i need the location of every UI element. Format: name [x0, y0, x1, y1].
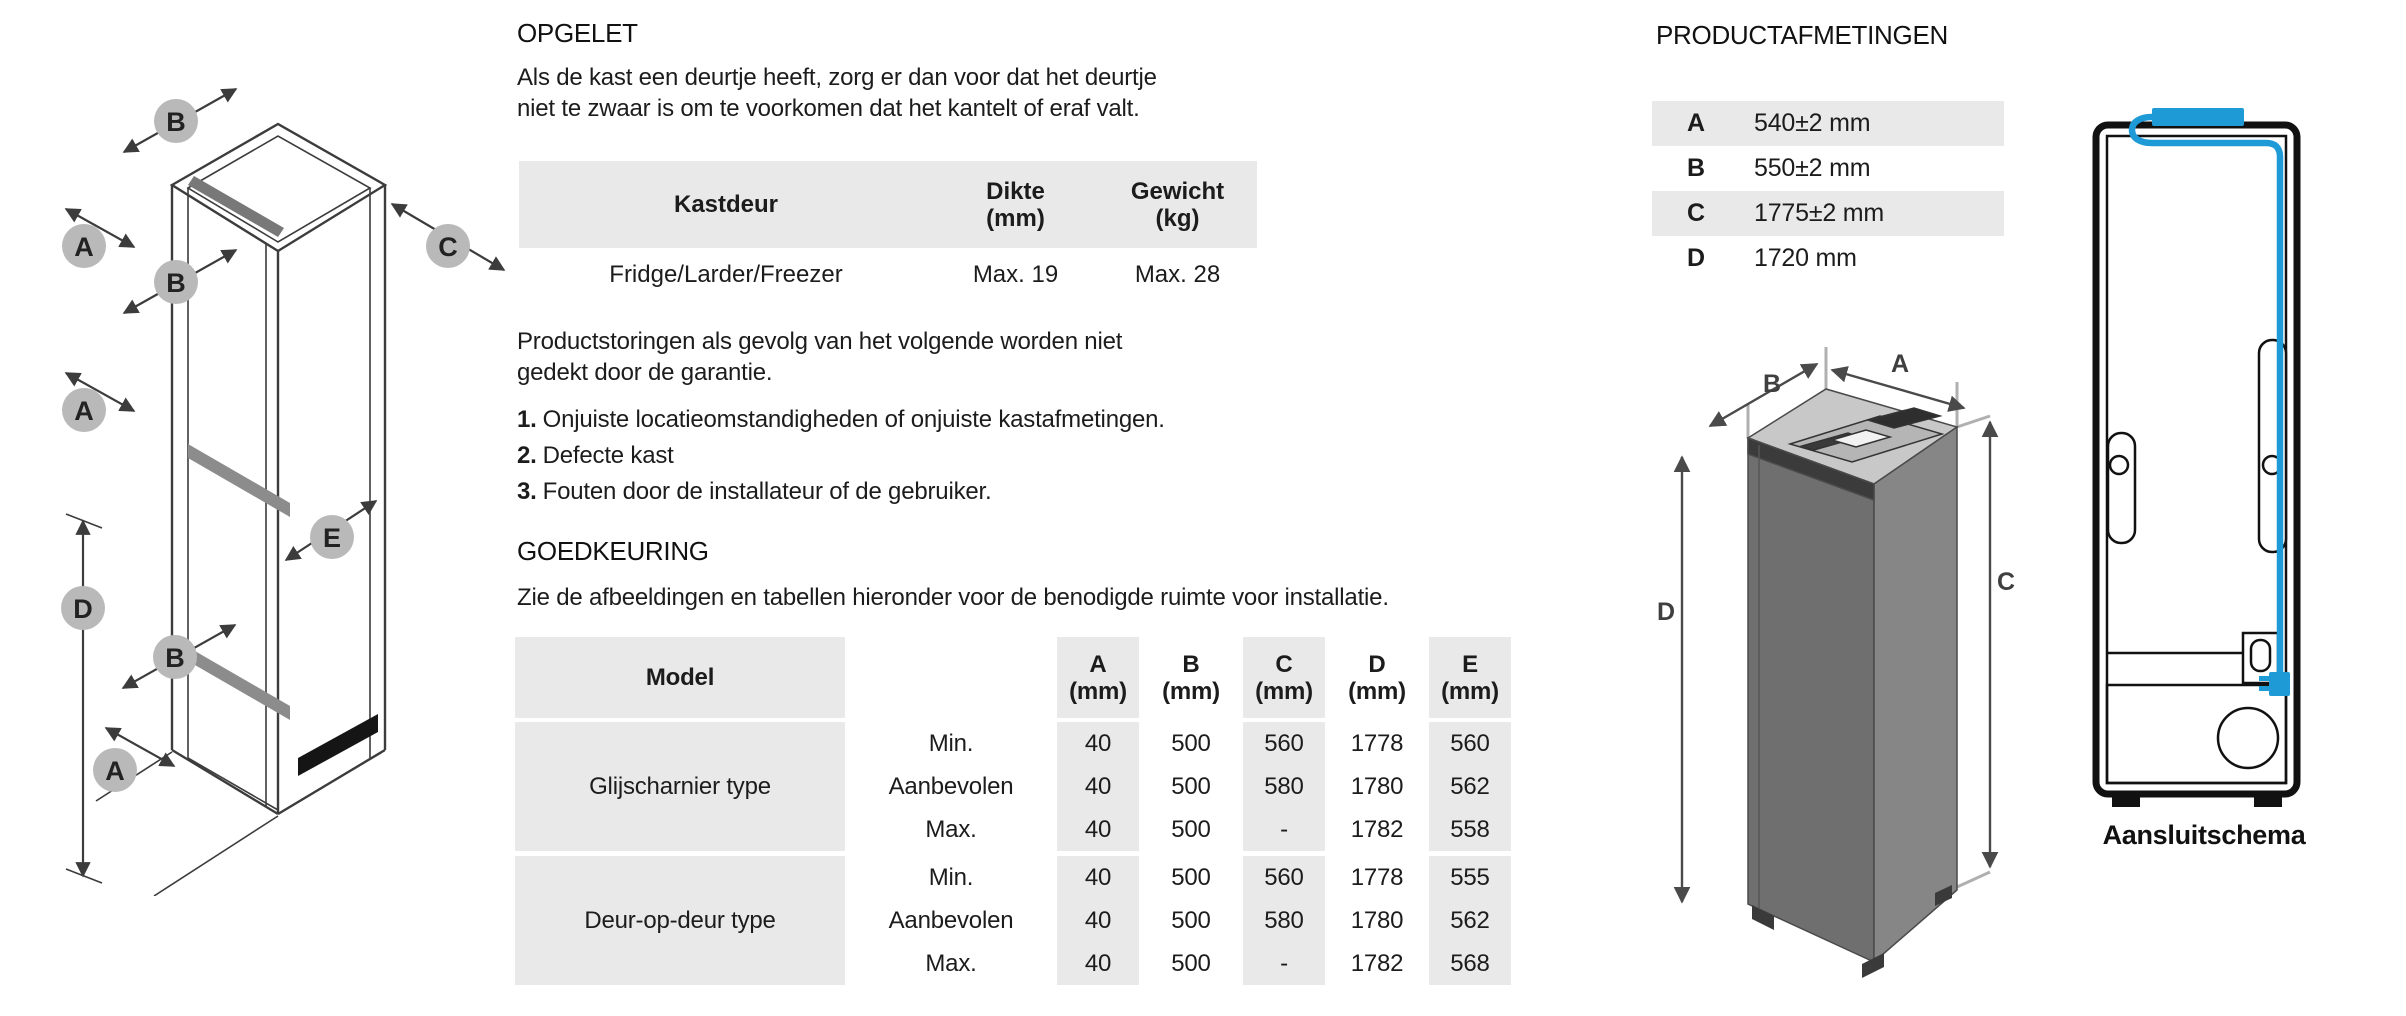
col-letter-c: C: [1275, 650, 1293, 678]
value-cell: 560: [1243, 722, 1325, 765]
fridge-label-d: D: [1656, 598, 1676, 626]
col-letter-e: E: [1462, 650, 1478, 678]
dim-label-a-low: A: [105, 756, 125, 786]
weight-unit: (kg): [1155, 204, 1200, 232]
value-cell: 500: [1171, 906, 1211, 934]
value-cell: 558: [1429, 808, 1511, 851]
door-table-cell-thickness: Max. 19: [972, 260, 1059, 288]
door-table-cell-weight: Max. 28: [1134, 260, 1221, 288]
value-cell: 40: [1057, 765, 1139, 808]
dim-label-c: C: [438, 232, 458, 262]
list-item-number: 2.: [517, 442, 537, 469]
dim-label-a-mid: A: [74, 396, 94, 426]
row-label: Min.: [928, 729, 974, 757]
connection-schema-diagram: [2088, 88, 2320, 818]
warning-line-2: niet te zwaar is om te voorkomen dat het kantelt of eraf valt.: [517, 95, 1140, 122]
warranty-line-1: Productstoringen als gevolg van het volgende worden niet: [517, 328, 1123, 355]
col-letter-d: D: [1368, 650, 1386, 678]
value-cell: 500: [1171, 815, 1211, 843]
warranty-line-2: gedekt door de garantie.: [517, 359, 773, 386]
product-dimensions-table: [1652, 101, 2004, 281]
value-cell: 560: [1429, 722, 1511, 765]
dim-key-d: D: [1686, 244, 1706, 272]
value-cell: 1778: [1350, 729, 1404, 757]
fridge-3d-dimensions-diagram: [1652, 342, 2024, 997]
col-header-e: [1429, 637, 1511, 718]
dim-value-d: 1720 mm: [1754, 244, 1857, 272]
row-label: Aanbevolen: [888, 772, 1014, 800]
door-table-header-weight: [1098, 161, 1257, 248]
dim-value-a: 540±2 mm: [1740, 101, 2004, 146]
value-cell: 40: [1057, 899, 1139, 942]
col-unit: (mm): [1255, 677, 1313, 705]
value-cell: 580: [1243, 899, 1325, 942]
fridge-label-a: A: [1890, 350, 1910, 378]
value-cell: 560: [1243, 856, 1325, 899]
warranty-exclusion-list: [517, 402, 1165, 510]
value-cell: -: [1243, 808, 1325, 851]
value-cell: 562: [1429, 765, 1511, 808]
value-cell: 500: [1171, 949, 1211, 977]
dim-label-b-mid: B: [166, 268, 186, 298]
col-header-d: [1336, 637, 1418, 718]
section-title-opgelet: OPGELET: [517, 18, 638, 48]
value-cell: 1778: [1350, 863, 1404, 891]
model-cell-deur-op-deur: Deur-op-deur type: [515, 856, 845, 985]
list-item: [517, 474, 1165, 510]
dim-key-a: A: [1652, 101, 1740, 146]
col-letter-b: B: [1182, 650, 1200, 678]
col-letter-a: A: [1089, 650, 1107, 678]
value-cell: 40: [1057, 808, 1139, 851]
col-unit: (mm): [1069, 677, 1127, 705]
row-label: Max.: [925, 815, 977, 843]
value-cell: 500: [1171, 772, 1211, 800]
screw-hole-left: [2110, 456, 2128, 474]
dim-label-d: D: [73, 594, 93, 624]
dim-label-b-top: B: [166, 107, 186, 137]
cabinet-vent: [298, 714, 378, 776]
section-title-productafmetingen: PRODUCTAFMETINGEN: [1656, 20, 1948, 50]
warning-line-1: Als de kast een deurtje heeft, zorg er dan voor dat het deurtje: [517, 64, 1157, 91]
warning-paragraph: [517, 62, 1157, 124]
list-item-number: 1.: [517, 406, 537, 433]
value-cell: 40: [1057, 722, 1139, 765]
dim-label-a-upper: A: [74, 232, 94, 262]
list-item-text: Defecte kast: [542, 442, 674, 469]
thickness-unit: (mm): [986, 204, 1045, 232]
door-table-header-name: Kastdeur: [519, 161, 933, 248]
dim-key-b: B: [1686, 154, 1706, 182]
value-cell: 500: [1171, 729, 1211, 757]
row-label: Aanbevolen: [888, 906, 1014, 934]
col-unit: (mm): [1348, 677, 1406, 705]
cabinet-clearance-diagram: [36, 46, 510, 896]
weight-label: Gewicht: [1130, 177, 1225, 205]
dim-value-b: 550±2 mm: [1754, 154, 1871, 182]
value-cell: 1782: [1350, 815, 1404, 843]
list-item-text: Fouten door de installateur of de gebruiker.: [542, 478, 992, 505]
col-unit: (mm): [1441, 677, 1499, 705]
list-item-text: Onjuiste locatieomstandigheden of onjuiste kastafmetingen.: [542, 406, 1165, 433]
cabinet-shelves: [188, 176, 378, 776]
value-cell: 555: [1429, 856, 1511, 899]
list-item: [517, 402, 1165, 438]
cabinet-wireframe: [96, 124, 385, 896]
thickness-label: Dikte: [986, 177, 1045, 205]
value-cell: 1782: [1350, 949, 1404, 977]
dim-key-c: C: [1652, 191, 1740, 236]
value-cell: 1780: [1350, 906, 1404, 934]
fridge-label-b: B: [1762, 370, 1782, 398]
door-weight-table: [519, 161, 1257, 301]
value-cell: -: [1243, 942, 1325, 985]
row-label: Max.: [925, 949, 977, 977]
connector-block: [2152, 108, 2244, 126]
list-item-number: 3.: [517, 478, 537, 505]
col-header-c: [1243, 637, 1325, 718]
dim-label-e: E: [322, 523, 342, 553]
warranty-paragraph: [517, 326, 1122, 388]
door-table-header-thickness: [933, 161, 1098, 248]
connection-schema-caption: Aansluitschema: [2102, 820, 2306, 850]
approval-intro: Zie de afbeeldingen en tabellen hieronder voor de benodigde ruimte voor installatie.: [517, 584, 1389, 611]
value-cell: 1780: [1350, 772, 1404, 800]
value-cell: 500: [1171, 863, 1211, 891]
plug: [2269, 672, 2290, 696]
value-cell: 580: [1243, 765, 1325, 808]
socket-outlet: [2251, 640, 2270, 671]
col-unit: (mm): [1162, 677, 1220, 705]
value-cell: 40: [1057, 856, 1139, 899]
col-header-a: [1057, 637, 1139, 718]
fridge-body: [1748, 389, 1957, 962]
value-cell: 562: [1429, 899, 1511, 942]
value-cell: 40: [1057, 942, 1139, 985]
col-header-model: Model: [515, 637, 845, 718]
dim-value-c: 1775±2 mm: [1740, 191, 2004, 236]
installation-clearance-table: [515, 637, 1511, 985]
dim-label-b-low: B: [165, 643, 185, 673]
model-cell-glijscharnier: Glijscharnier type: [515, 722, 845, 851]
list-item: [517, 438, 1165, 474]
row-label: Min.: [928, 863, 974, 891]
fridge-label-c: C: [1996, 568, 2016, 596]
section-title-goedkeuring: GOEDKEURING: [517, 536, 709, 566]
value-cell: 568: [1429, 942, 1511, 985]
door-table-cell-name: Fridge/Larder/Freezer: [609, 260, 843, 288]
col-header-b: [1150, 637, 1232, 718]
